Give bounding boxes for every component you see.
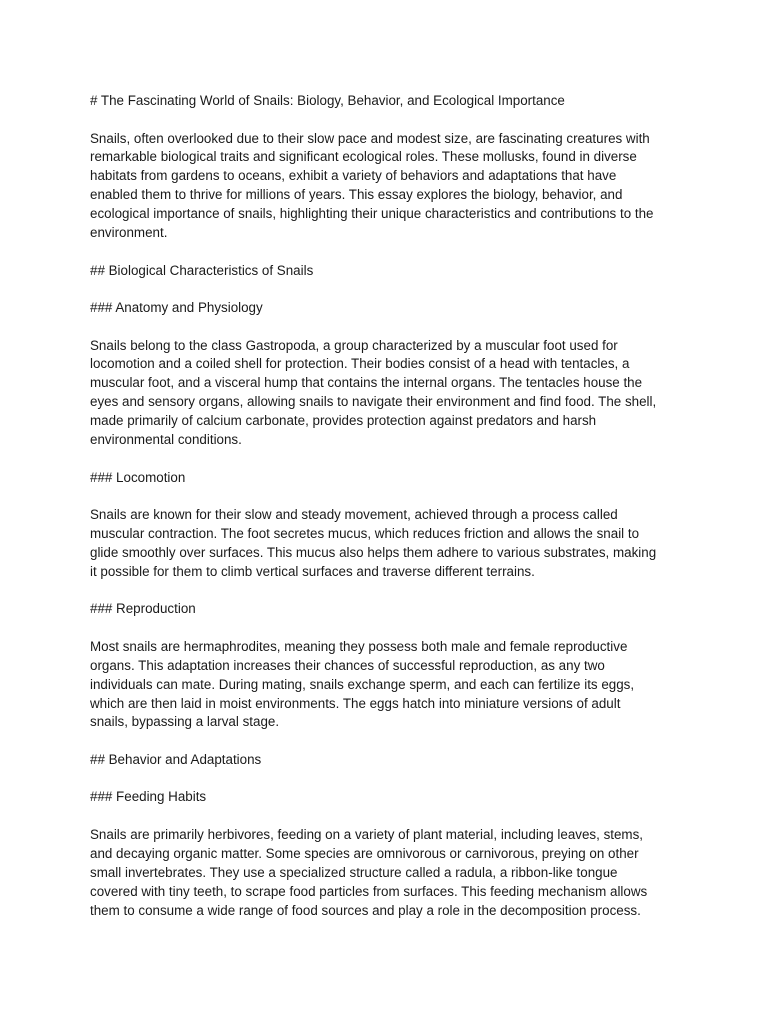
document-title: # The Fascinating World of Snails: Biology, Behavior, and Ecological Importance	[90, 93, 565, 108]
subheading-feeding: ### Feeding Habits	[90, 789, 207, 805]
section-heading-behavior: ## Behavior and Adaptations	[90, 751, 262, 767]
subheading-anatomy: ### Anatomy and Physiology	[90, 300, 263, 316]
intro-paragraph: Snails, often overlooked due to their slow pace and modest size, are fascinating creatures with remarkable biological traits and significant ecological roles. These mollusks, found in diverse habitats from gardens to oceans, exhibit a variety of behaviors and adaptations that have enabled them to thrive for millions of years. This essay explores the biology, behavior, and ecological importance of snails, highlighting their unique characteristics and contributions to the environment.	[90, 130, 654, 241]
document-page	[90, 92, 680, 939]
paragraph-anatomy: Snails belong to the class Gastropoda, a group characterized by a muscular foot used for locomotion and a coiled shell for protection. Their bodies consist of a head with tentacles, a muscular foot, and a visceral hump that contains the internal organs. The tentacles house the eyes and sensory organs, allowing snails to navigate their environment and find food. The shell, made primarily of calcium carbonate, provides protection against predators and harsh environmental conditions.	[90, 337, 657, 448]
subheading-reproduction: ### Reproduction	[90, 601, 196, 617]
paragraph-feeding: Snails are primarily herbivores, feeding on a variety of plant material, including leaves, stems, and decaying organic matter. Some species are omnivorous or carnivorous, preying on other small invertebrates. They use a specialized structure called a radula, a ribbon-like tongue covered with tiny teeth, to scrape food particles from surfaces. This feeding mechanism allows them to consume a wide range of food sources and play a role in the decomposition process.	[90, 826, 648, 918]
section-heading-biology: ## Biological Characteristics of Snails	[90, 262, 314, 278]
paragraph-reproduction: Most snails are hermaphrodites, meaning they possess both male and female reproductive organs. This adaptation increases their chances of successful reproduction, as any two individuals can mate. During mating, snails exchange sperm, and each can fertilize its eggs, which are then laid in moist environments. The eggs hatch into miniature versions of adult snails, bypassing a larval stage.	[90, 638, 635, 730]
paragraph-locomotion: Snails are known for their slow and steady movement, achieved through a process called muscular contraction. The foot secretes mucus, which reduces friction and allows the snail to glide smoothly over surfaces. This mucus also helps them adhere to various substrates, making it possible for them to climb vertical surfaces and traverse different terrains.	[90, 507, 657, 579]
subheading-locomotion: ### Locomotion	[90, 469, 186, 485]
